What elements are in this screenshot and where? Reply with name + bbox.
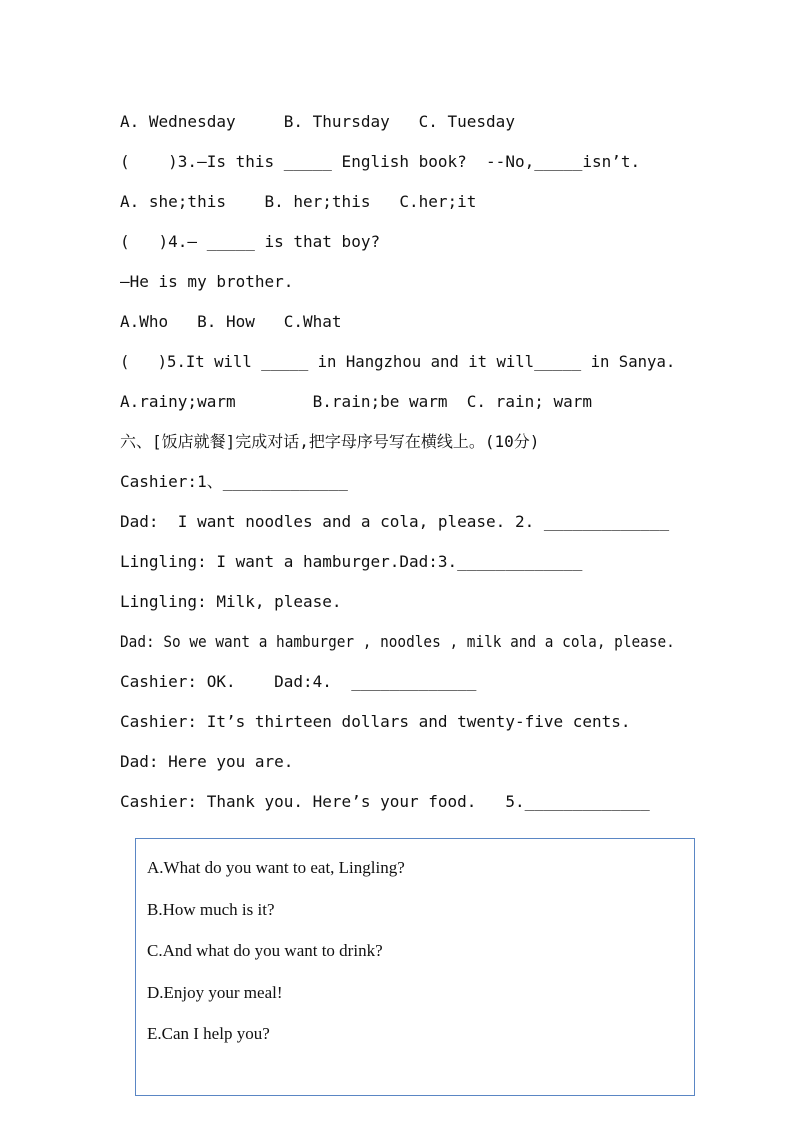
option-b: B.How much is it?	[147, 900, 275, 919]
section-6-heading: 六、[饭店就餐]完成对话,把字母序号写在横线上。(10分)	[120, 432, 540, 451]
option-e: E.Can I help you?	[147, 1024, 270, 1043]
option-a: A.What do you want to eat, Lingling?	[147, 858, 405, 877]
question-4-reply: —He is my brother.	[120, 272, 294, 291]
question-3: ( )3.—Is this _____ English book? --No,_____isn’t.	[120, 152, 641, 171]
question-4-options: A.Who B. How C.What	[120, 312, 342, 331]
question-5: ( )5.It will _____ in Hangzhou and it will_____ in Sanya.	[120, 352, 676, 371]
dialogue-line-1: Cashier:1、_____________	[120, 472, 348, 491]
question-2-options: A. Wednesday B. Thursday C. Tuesday	[120, 112, 515, 131]
dialogue-line-2: Dad: I want noodles and a cola, please. 2. _____________	[120, 512, 670, 531]
option-c: C.And what do you want to drink?	[147, 941, 383, 960]
option-d: D.Enjoy your meal!	[147, 983, 283, 1002]
dialogue-line-9: Cashier: Thank you. Here’s your food. 5._____________	[120, 792, 650, 811]
answer-options-box	[135, 838, 695, 1096]
dialogue-line-8: Dad: Here you are.	[120, 752, 294, 771]
question-4: ( )4.— _____ is that boy?	[120, 232, 381, 251]
question-5-options: A.rainy;warm B.rain;be warm C. rain; warm	[120, 392, 593, 411]
dialogue-line-6: Cashier: OK. Dad:4. _____________	[120, 672, 477, 691]
question-3-options: A. she;this B. her;this C.her;it	[120, 192, 477, 211]
dialogue-line-3: Lingling: I want a hamburger.Dad:3._____________	[120, 552, 583, 571]
dialogue-line-7: Cashier: It’s thirteen dollars and twenty-five cents.	[120, 712, 631, 731]
dialogue-line-4: Lingling: Milk, please.	[120, 592, 342, 611]
dialogue-line-5: Dad: So we want a hamburger , noodles , milk and a cola, please.	[120, 632, 675, 651]
